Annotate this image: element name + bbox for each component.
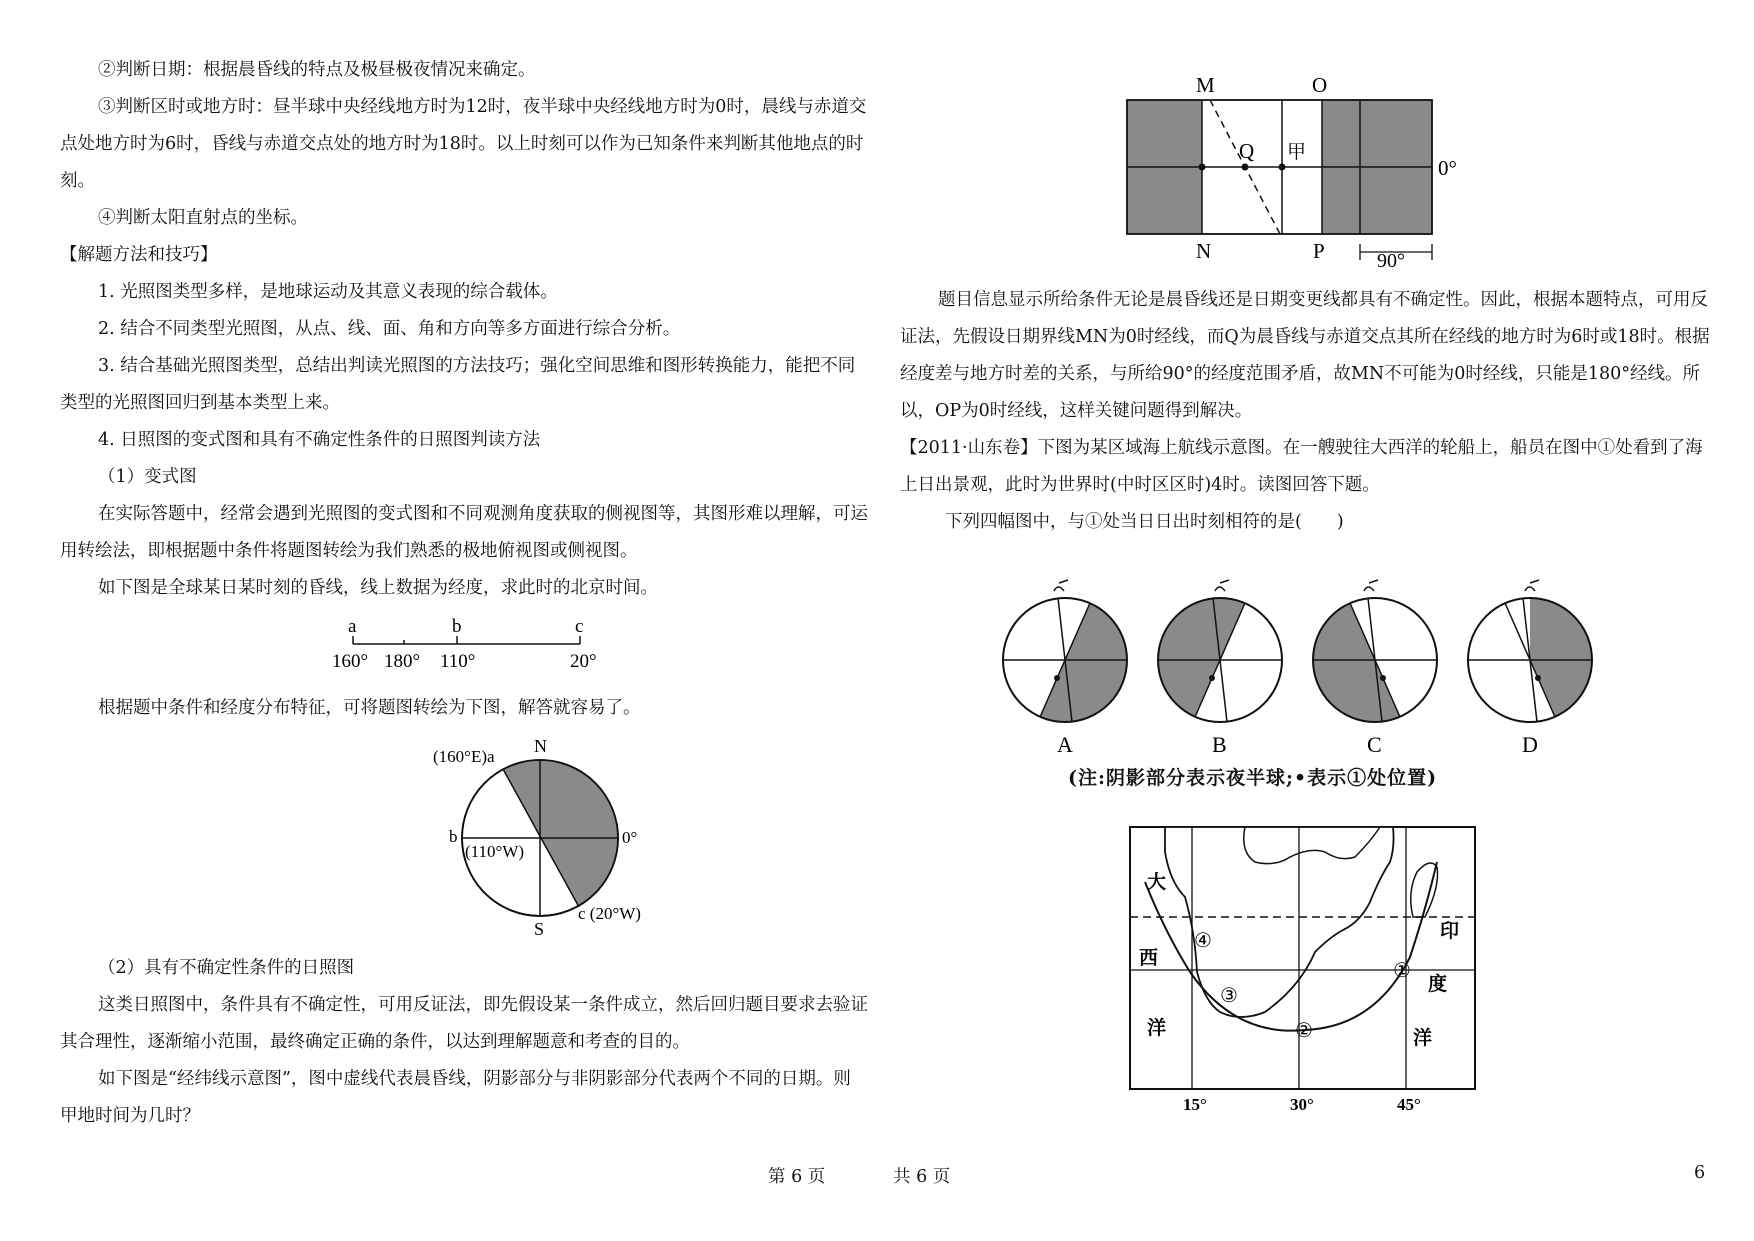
point-4-label: ④ (1194, 930, 1212, 952)
o-label: O (1312, 73, 1328, 97)
option-a-label: A (1057, 732, 1073, 755)
lon-160-label: 160° (332, 651, 369, 672)
para-method-2: 2. 结合不同类型光照图，从点、线、面、角和方向等多方面进行综合分析。 (98, 319, 681, 339)
atlantic-char-2: 西 (1139, 948, 1159, 969)
para-shandong-question: 【2011·山东卷】下图为某区域海上航线示意图。在一艘驶往大西洋的轮船上，船员在图中①处看到了海上日出景观，此时为世界时(中时区区时)4时。读图回答下题。 (900, 438, 1703, 495)
footer-total-pages: 共 6 页 (893, 1167, 951, 1187)
globe-option-d (1468, 580, 1593, 722)
option-b-label: B (1212, 732, 1227, 755)
lat-lon-grid-figure (1115, 68, 1515, 277)
indian-char-3: 洋 (1413, 1028, 1433, 1049)
point-a-label: a (348, 616, 357, 637)
atlantic-char-1: 大 (1147, 872, 1167, 893)
polar-view-figure (370, 735, 650, 944)
b-110w-label: (110°W) (465, 842, 525, 861)
globe-option-c (1313, 580, 1437, 722)
q-label: Q (1239, 139, 1255, 163)
para-redraw: 根据题中条件和经度分布特征，可将题图转绘为下图，解答就容易了。 (98, 698, 641, 718)
n-label: N (1196, 239, 1212, 263)
para-method-3: 3. 结合基础光照图类型，总结出判读光照图的方法技巧；强化空间思维和图形转换能力，能把不同类型的光照图回归到基本类型上来。 (60, 356, 856, 413)
lon-15-label: 15° (1183, 1095, 1207, 1114)
m-label: M (1196, 73, 1215, 97)
north-label: N (534, 736, 547, 756)
option-d-label: D (1522, 732, 1538, 755)
b-label: b (449, 827, 458, 846)
para-judge-time: ③判断区时或地方时：昼半球中央经线地方时为12时，夜半球中央经线地方时为0时，晨线与赤道交点处地方时为6时，昏线与赤道交点处的地方时为18时。以上时刻可以作为已知条件来判断其他地点的时刻。 (60, 97, 867, 191)
longitude-line-figure (330, 612, 620, 678)
para-uncertain-desc: 这类日照图中，条件具有不确定性，可用反证法，即先假设某一条件成立，然后回归题目要求去验证其合理性，逐渐缩小范围，最终确定正确的条件，以达到理解题意和考查的目的。 (60, 995, 868, 1052)
atlantic-char-3: 洋 (1147, 1018, 1167, 1039)
globe-option-a (1003, 580, 1127, 722)
para-uncertain-example: 如下图是“经纬线示意图”，图中虚线代表晨昏线，阴影部分与非阴影部分代表两个不同的日期。则甲地时间为几时？ (60, 1069, 851, 1126)
option-c-label: C (1367, 732, 1382, 755)
para-choice-question: 下列四幅图中，与①处当日日出时刻相符的是( ) (945, 512, 1344, 532)
jia-label: 甲 (1287, 142, 1307, 163)
c-20w-label: c (20°W) (578, 904, 641, 923)
footer-page-number: 第 6 页 (768, 1167, 826, 1187)
para-judge-date: ②判断日期：根据晨昏线的特点及极昼极夜情况来确定。 (98, 60, 536, 80)
lon-180-label: 180° (384, 651, 421, 672)
zero-lon-label: 0° (622, 828, 638, 847)
ninety-label: 90° (1377, 250, 1405, 272)
lon-20-label: 20° (570, 651, 597, 672)
para-variant-example: 如下图是全球某日某时刻的昏线，线上数据为经度，求此时的北京时间。 (98, 578, 658, 598)
para-variant-heading: （1）变式图 (98, 467, 197, 487)
para-judge-sun-point: ④判断太阳直射点的坐标。 (98, 208, 308, 228)
globe-option-b (1158, 580, 1282, 722)
lon-30-label: 30° (1290, 1095, 1314, 1114)
para-variant-desc: 在实际答题中，经常会遇到光照图的变式图和不同观测角度获取的侧视图等，其图形难以理解，可运用转绘法，即根据题中条件将题图转绘为我们熟悉的极地俯视图或侧视图。 (60, 504, 868, 561)
point-2-label: ② (1295, 1020, 1313, 1042)
south-label: S (534, 919, 545, 939)
para-method-4: 4. 日照图的变式图和具有不确定性条件的日照图判读方法 (98, 430, 541, 450)
point-3-label: ③ (1220, 985, 1238, 1007)
footer-corner-number: 6 (1694, 1163, 1706, 1183)
section-heading-methods: 【解题方法和技巧】 (60, 245, 218, 265)
a-160e-label: (160°E)a (433, 747, 495, 766)
options-caption: (注:阴影部分表示夜半球;•表示①处位置) (1068, 767, 1438, 789)
lon-110-label: 110° (440, 651, 476, 672)
para-uncertain-heading: （2）具有不确定性条件的日照图 (98, 958, 355, 978)
indian-char-2: 度 (1428, 974, 1448, 995)
lon-45-label: 45° (1397, 1095, 1421, 1114)
shipping-route-map (1125, 822, 1495, 1121)
option-globes (990, 555, 1630, 759)
equator-label: 0° (1438, 156, 1457, 180)
para-method-1: 1. 光照图类型多样，是地球运动及其意义表现的综合载体。 (98, 282, 558, 302)
point-c-label: c (575, 616, 584, 637)
point-b-label: b (452, 616, 462, 637)
p-label: P (1313, 239, 1325, 263)
para-grid-explain: 题目信息显示所给条件无论是晨昏线还是日期变更线都具有不确定性。因此，根据本题特点，可用反证法，先假设日期界线MN为0时经线，而Q为晨昏线与赤道交点其所在经线的地方时为6时或18时。根据经度差与地方时差的关系，与所给90°的经度范围矛盾，故MN不可能为0时经线，只能是180°经线。所以，OP为0时经线，这样关键问题得到解决。 (900, 290, 1710, 421)
indian-char-1: 印 (1440, 921, 1460, 942)
point-1-label: ① (1393, 960, 1411, 982)
